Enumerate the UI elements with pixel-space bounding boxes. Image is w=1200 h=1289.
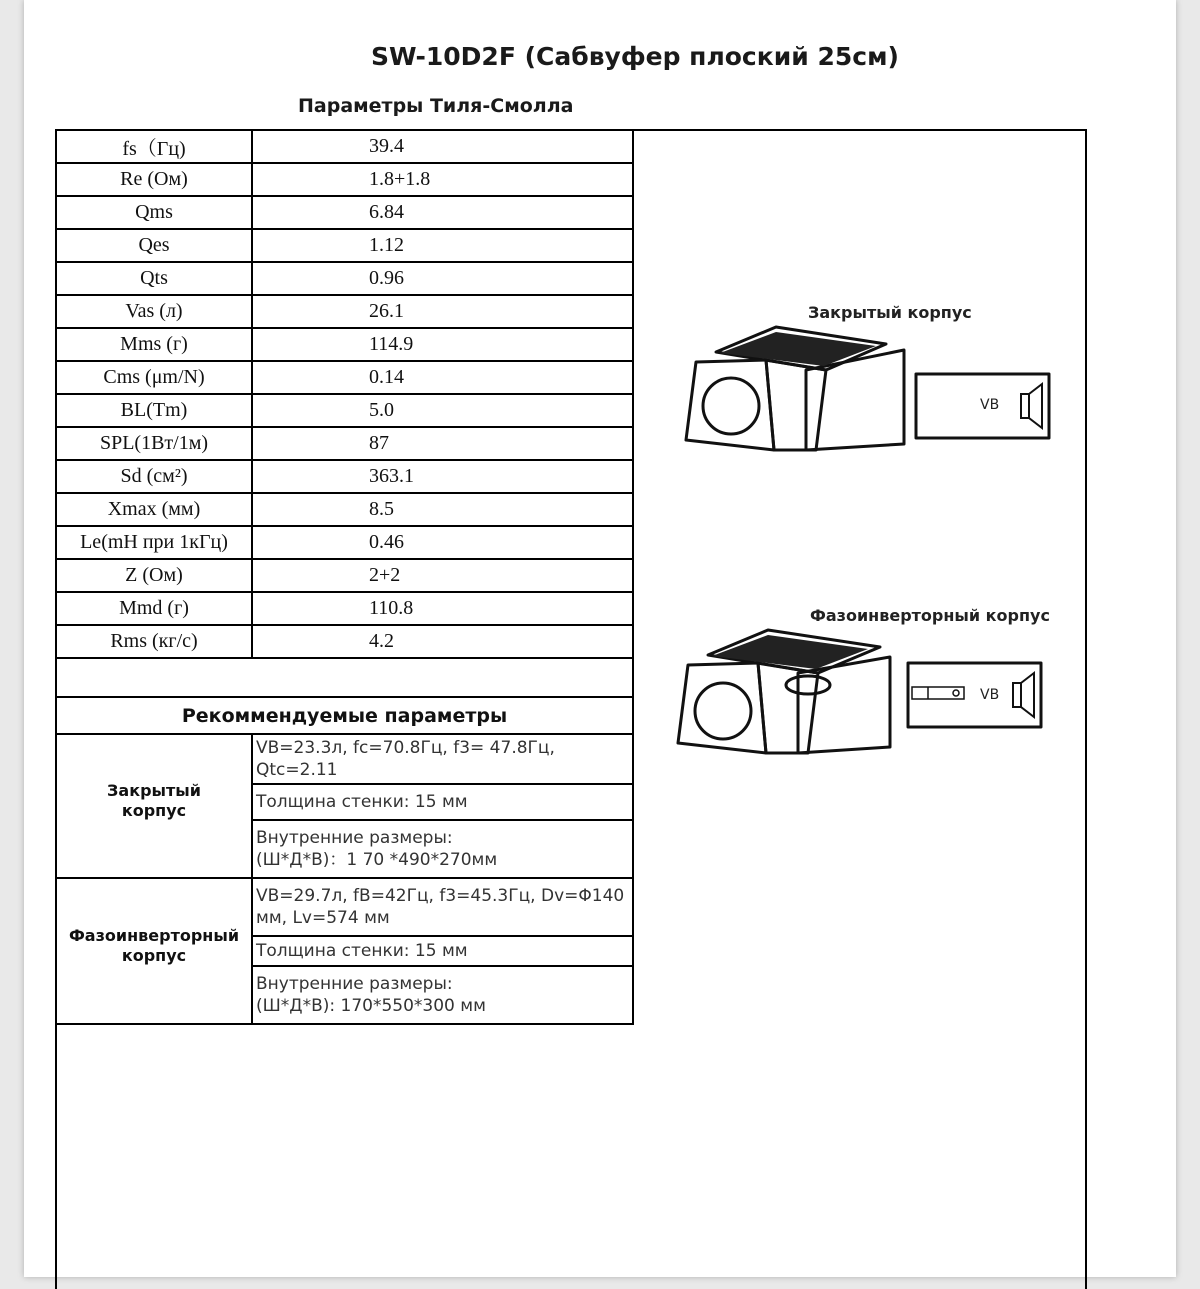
closed-box-diagram xyxy=(676,322,1056,457)
section-title: Параметры Тиля-Смолла xyxy=(298,95,574,117)
param-value: 114.9 xyxy=(252,328,633,361)
table-row-empty xyxy=(56,658,633,697)
table-row xyxy=(56,295,633,328)
param-name: fs（Гц) xyxy=(56,130,252,163)
ported-enclosure-label: Фазоинверторный корпус xyxy=(56,878,252,1024)
param-value: 0.46 xyxy=(252,526,633,559)
table-row xyxy=(56,361,633,394)
table-row xyxy=(56,734,633,784)
table-row xyxy=(56,878,633,936)
param-name: Mms (г) xyxy=(56,328,252,361)
table-row xyxy=(56,559,633,592)
param-name: Qts xyxy=(56,262,252,295)
param-value: 0.14 xyxy=(252,361,633,394)
param-name: Xmax (мм) xyxy=(56,493,252,526)
param-value: 110.8 xyxy=(252,592,633,625)
param-name: BL(Tm) xyxy=(56,394,252,427)
table-row xyxy=(56,196,633,229)
ported-dims: Внутренние размеры: (Ш*Д*В): 170*550*300 мм xyxy=(252,966,633,1024)
ported-params: VB=29.7л, fB=42Гц, f3=45.3Гц, Dv=Φ140 мм, Lv=574 мм xyxy=(252,878,633,936)
closed-box-label: Закрытый корпус xyxy=(808,303,972,322)
param-name: SPL(1Вт/1м) xyxy=(56,427,252,460)
param-value: 0.96 xyxy=(252,262,633,295)
param-name: Re (Ом) xyxy=(56,163,252,196)
param-name: Le(mH при 1кГц) xyxy=(56,526,252,559)
param-value: 8.5 xyxy=(252,493,633,526)
param-name: Z (Ом) xyxy=(56,559,252,592)
param-name: Rms (кг/с) xyxy=(56,625,252,658)
param-value: 1.8+1.8 xyxy=(252,163,633,196)
ported-vb-label: VB xyxy=(980,687,1000,703)
param-value: 39.4 xyxy=(252,130,633,163)
table-row xyxy=(56,625,633,658)
table-row xyxy=(56,592,633,625)
param-value: 5.0 xyxy=(252,394,633,427)
parameters-table xyxy=(55,129,634,1025)
table-row xyxy=(56,163,633,196)
table-row xyxy=(56,229,633,262)
closed-params: VB=23.3л, fc=70.8Гц, f3= 47.8Гц, Qtc=2.11 xyxy=(252,734,633,784)
table-row xyxy=(56,262,633,295)
table-row xyxy=(56,493,633,526)
param-name: Sd (см²) xyxy=(56,460,252,493)
param-name: Qes xyxy=(56,229,252,262)
table-row xyxy=(56,328,633,361)
param-value: 1.12 xyxy=(252,229,633,262)
param-value: 2+2 xyxy=(252,559,633,592)
param-name: Cms (μm/N) xyxy=(56,361,252,394)
param-name: Vas (л) xyxy=(56,295,252,328)
closed-wall: Толщина стенки: 15 мм xyxy=(252,784,633,820)
table-row xyxy=(56,394,633,427)
closed-dims: Внутренние размеры: (Ш*Д*В)：1 70 *490*270мм xyxy=(252,820,633,878)
param-name: Mmd (г) xyxy=(56,592,252,625)
table-row xyxy=(56,427,633,460)
param-name: Qms xyxy=(56,196,252,229)
closed-vb-label: VB xyxy=(980,397,1000,413)
ported-box-diagram xyxy=(668,625,1048,765)
table-row xyxy=(56,130,633,163)
ported-box-label: Фазоинверторный корпус xyxy=(810,606,1050,625)
page-title: SW-10D2F (Сабвуфер плоский 25см) xyxy=(371,42,899,71)
closed-enclosure-label: Закрытый корпус xyxy=(56,734,252,878)
param-value: 4.2 xyxy=(252,625,633,658)
param-value: 6.84 xyxy=(252,196,633,229)
table-row xyxy=(56,460,633,493)
table-row xyxy=(56,697,633,734)
param-value: 87 xyxy=(252,427,633,460)
param-value: 363.1 xyxy=(252,460,633,493)
ported-wall: Толщина стенки: 15 мм xyxy=(252,936,633,966)
recommended-heading: Рекоммендуемые параметры xyxy=(56,697,633,734)
param-value: 26.1 xyxy=(252,295,633,328)
table-row xyxy=(56,526,633,559)
